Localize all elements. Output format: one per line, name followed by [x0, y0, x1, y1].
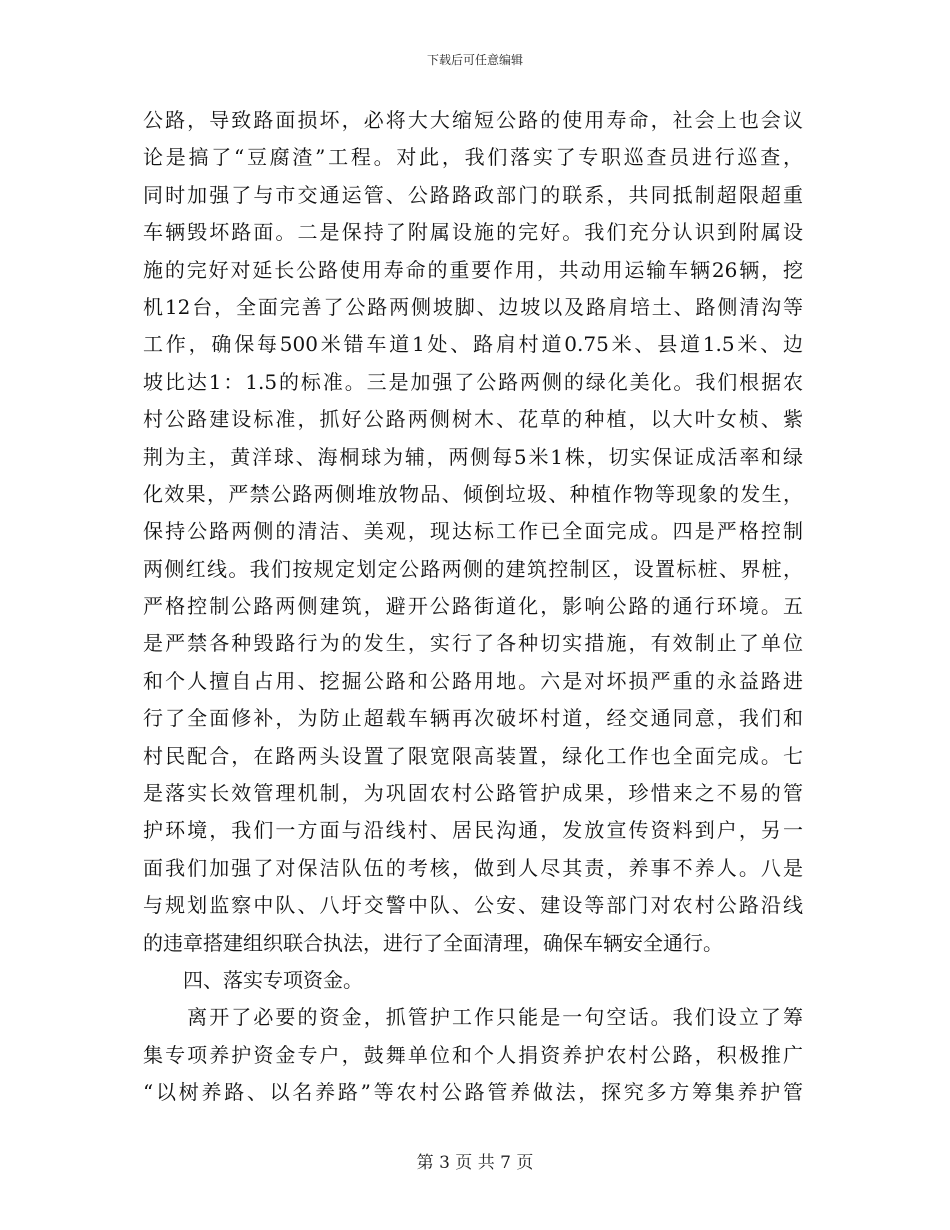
text-line: 和个人擅自占用、挖掘公路和公路用地。六是对坏损严重的永益路进	[143, 668, 803, 693]
text-line: “以树养路、以名养路”等农村公路管养做法，探究多方筹集养护管	[143, 1080, 803, 1105]
text-line: 车辆毁坏路面。二是保持了附属设施的完好。我们充分认识到附属设	[143, 220, 803, 245]
text-line: 与规划监察中队、八圩交警中队、公安、建设等部门对农村公路沿线	[143, 893, 803, 918]
text-line: 面我们加强了对保洁队伍的考核，做到人尽其责，养事不养人。八是	[143, 855, 803, 880]
page-header: 下载后可任意编辑	[426, 53, 523, 67]
text-line: 施的完好对延长公路使用寿命的重要作用，共动用运输车辆26辆，挖	[143, 257, 803, 282]
text-line: 荆为主，黄洋球、海桐球为辅，两侧每5米1株，切实保证成活率和绿	[143, 444, 803, 469]
text-line: 两侧红线。我们按规定划定公路两侧的建筑控制区，设置标桩、界桩，	[143, 556, 803, 581]
text-line: 论是搞了“豆腐渣”工程。对此，我们落实了专职巡查员进行巡查，	[143, 145, 803, 170]
section-heading: 四、落实专项资金。	[143, 967, 363, 992]
text-line: 坡比达1：1.5的标准。三是加强了公路两侧的绿化美化。我们根据农	[143, 369, 803, 394]
text-line: 保持公路两侧的清洁、美观，现达标工作已全面完成。四是严格控制	[143, 519, 803, 544]
text-line: 的违章搭建组织联合执法，进行了全面清理，确保车辆安全通行。	[143, 930, 723, 955]
text-line: 是落实长效管理机制，为巩固农村公路管护成果，珍惜来之不易的管	[143, 781, 803, 806]
text-line: 村公路建设标准，抓好公路两侧树木、花草的种植，以大叶女桢、紫	[143, 407, 803, 432]
text-line: 护环境，我们一方面与沿线村、居民沟通，发放宣传资料到户，另一	[143, 818, 803, 843]
text-line: 工作，确保每500米错车道1处、路肩村道0.75米、县道1.5米、边	[143, 332, 803, 357]
text-line: 集专项养护资金专户，鼓舞单位和个人捐资养护农村公路，积极推广	[143, 1042, 803, 1067]
document-body	[143, 102, 803, 1112]
text-line: 公路，导致路面损坏，必将大大缩短公路的使用寿命，社会上也会议	[143, 108, 803, 132]
text-line: 村民配合，在路两头设置了限宽限高装置，绿化工作也全面完成。七	[143, 743, 803, 768]
text-line: 化效果，严禁公路两侧堆放物品、倾倒垃圾、种植作物等现象的发生，	[143, 481, 803, 506]
text-line: 严格控制公路两侧建筑，避开公路街道化，影响公路的通行环境。五	[143, 594, 803, 619]
text-line: 同时加强了与市交通运管、公路路政部门的联系，共同抵制超限超重	[143, 182, 803, 207]
text-line: 是严禁各种毁路行为的发生，实行了各种切实措施，有效制止了单位	[143, 631, 803, 656]
text-line: 行了全面修补，为防止超载车辆再次破坏村道，经交通同意，我们和	[143, 706, 803, 731]
text-line: 机12台，全面完善了公路两侧坡脚、边坡以及路肩培土、路侧清沟等	[143, 294, 803, 319]
page-footer: 第 3 页 共 7 页	[416, 1153, 534, 1173]
text-line: 离开了必要的资金，抓管护工作只能是一句空话。我们设立了筹	[143, 1005, 803, 1030]
